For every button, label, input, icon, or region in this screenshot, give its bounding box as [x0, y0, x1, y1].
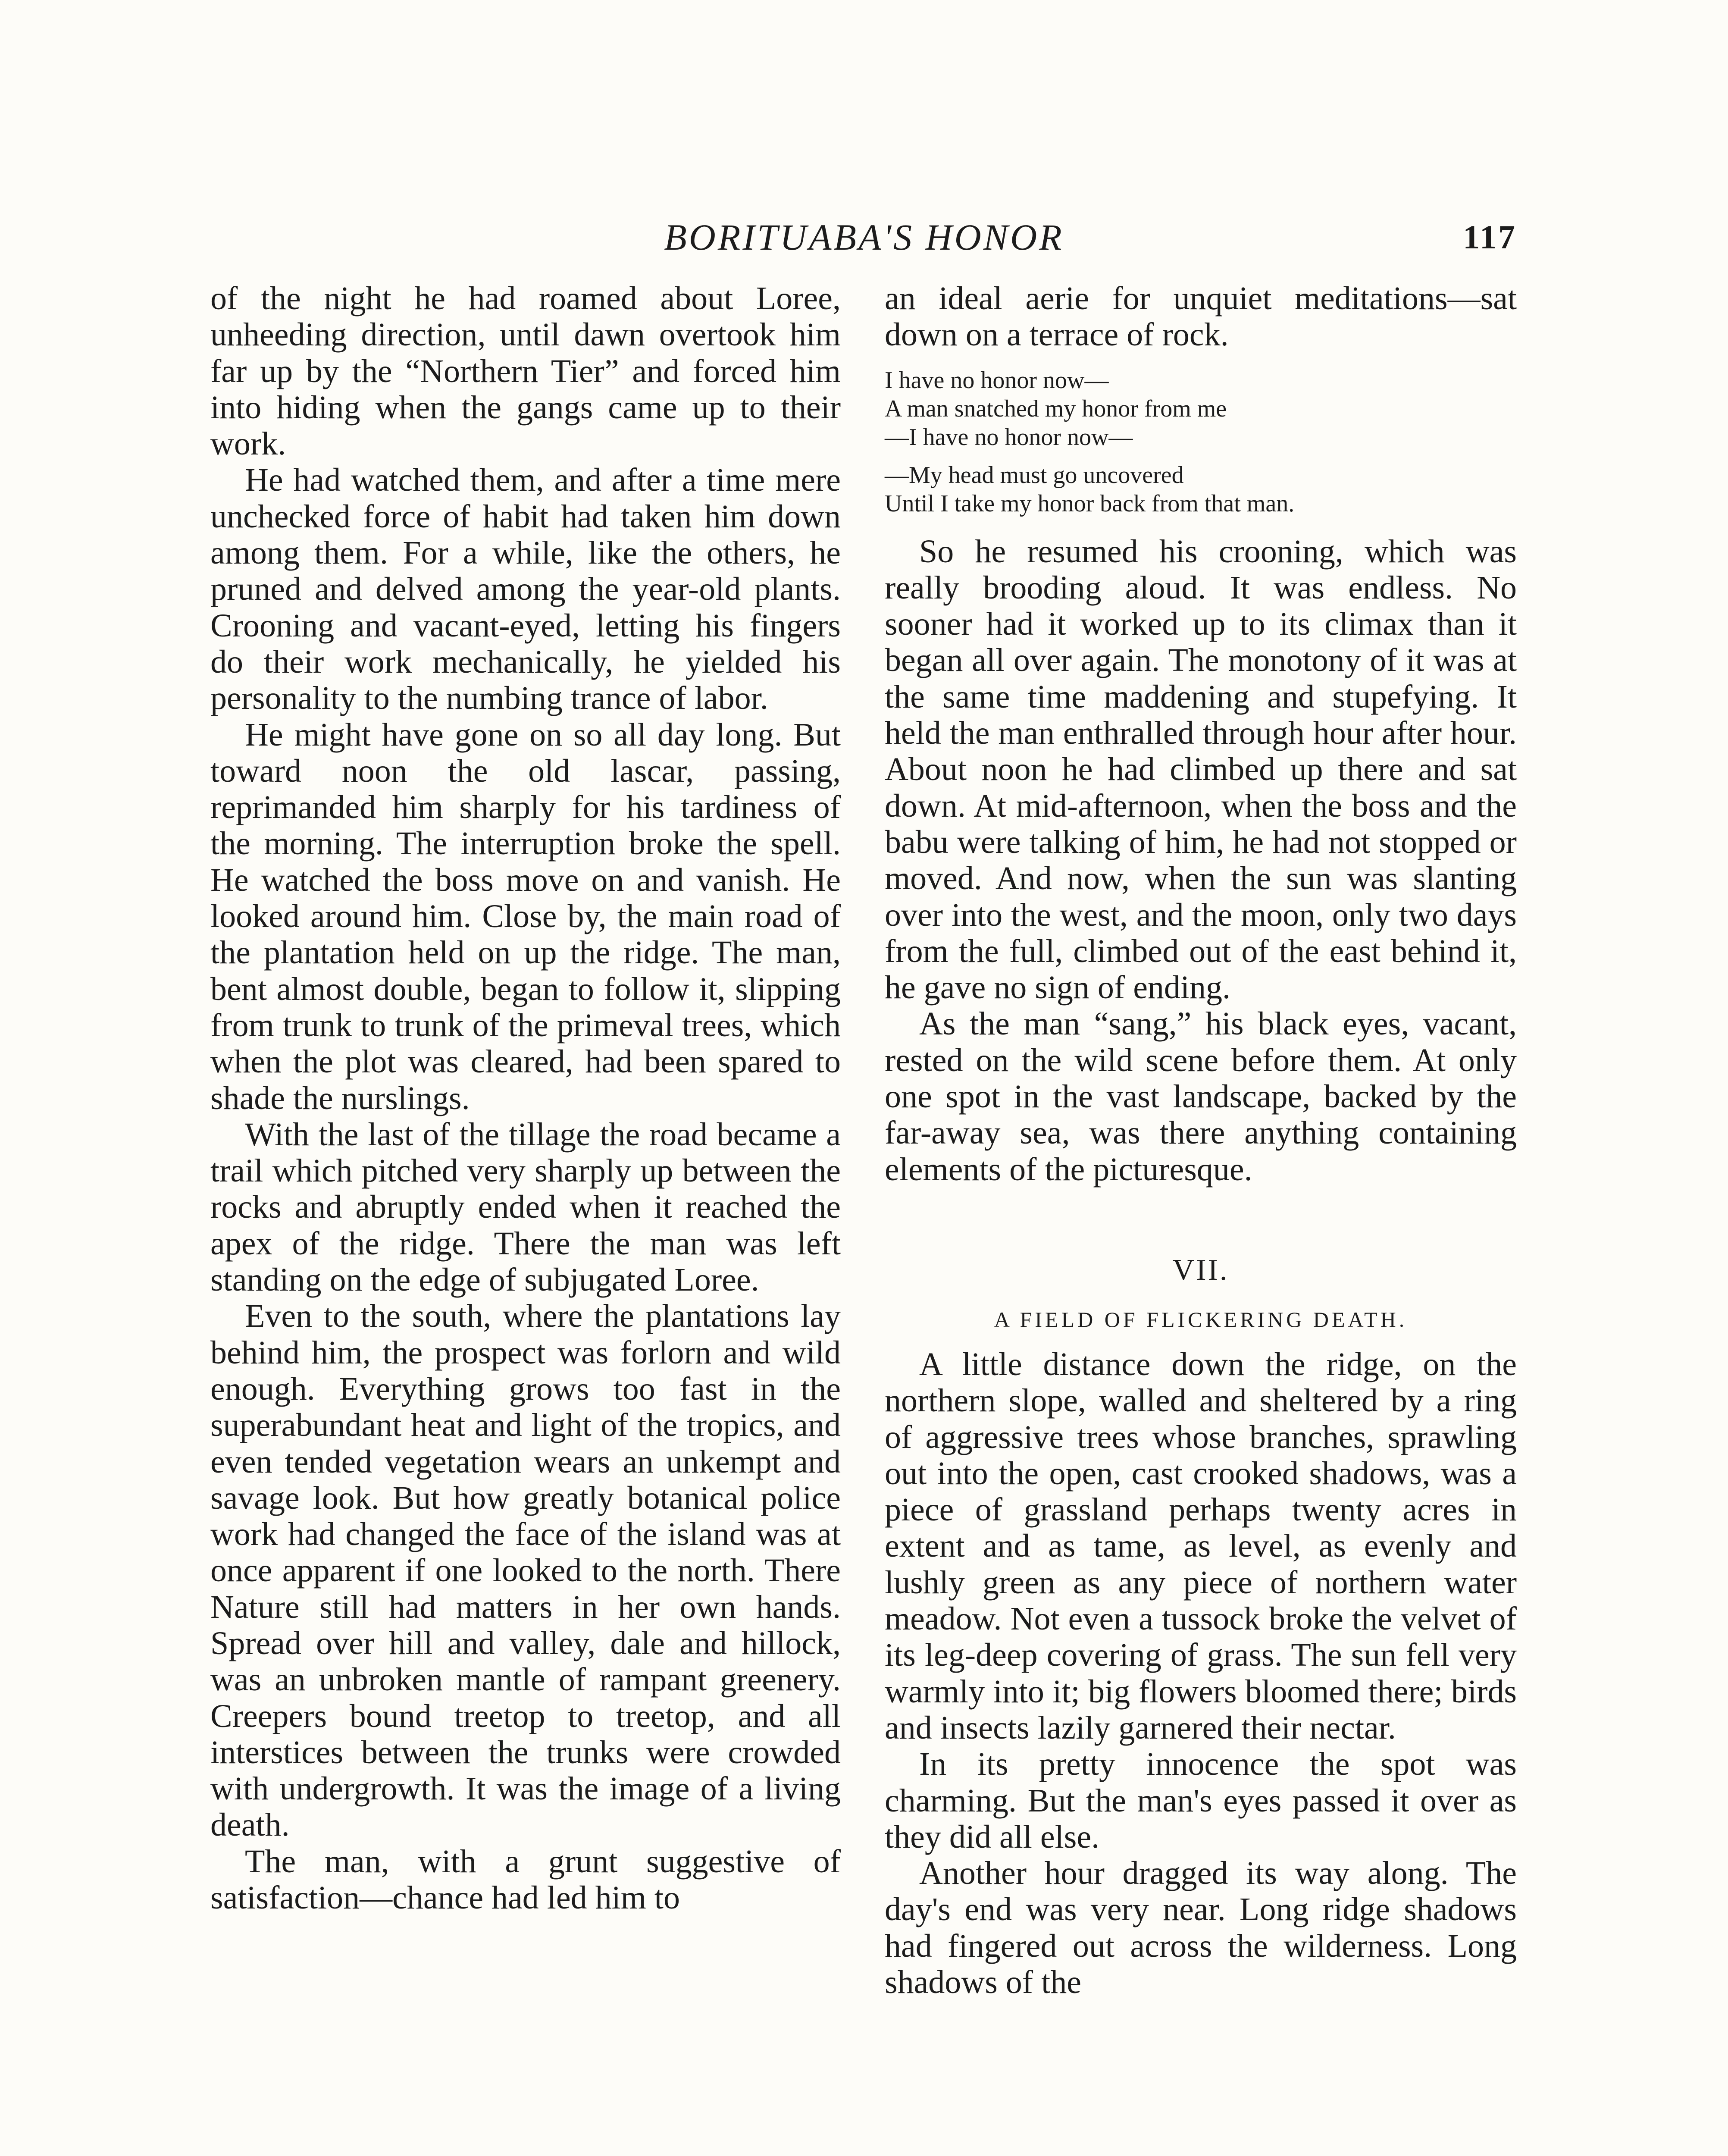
paragraph: He had watched them, and after a time mere unchecked force of habit had taken him down among them. For a while, like the others, he pruned and delved among the year-old plants. Crooning and vacant-eyed, letting his fingers do their work mechanically, he yielded his personality to the numbing trance of labor. — [210, 462, 841, 717]
verse-line: A man snatched my honor from me — [885, 395, 1227, 422]
paragraph: The man, with a grunt suggestive of satisfaction—chance had led him to — [210, 1843, 841, 1916]
paragraph: Even to the south, where the plantations lay behind him, the prospect was forlorn and wild enough. Everything grows too fast in the superabundant heat and light of the tropics, and even tended vegetation wears an unkempt and savage look. But how greatly botanical police work had changed the face of the island was at once apparent if one looked to the north. There Nature still had matters in her own hands. Spread over hill and valley, dale and hillock, was an unbroken mantle of rampant greenery. Creepers bound treetop to treetop, and all interstices between the trunks were crowded with undergrowth. It was the image of a living death. — [210, 1298, 841, 1843]
running-head: BORITUABA'S HONOR — [664, 216, 1064, 258]
page-number: 117 — [1463, 218, 1517, 256]
verse-line: Until I take my honor back from that man. — [885, 490, 1295, 517]
verse-line: —My head must go uncovered — [885, 461, 1184, 489]
paragraph: In its pretty innocence the spot was charming. But the man's eyes passed it over as they did all else. — [885, 1746, 1517, 1855]
right-column — [885, 280, 1517, 2000]
paragraph: of the night he had roamed about Loree, unheeding direction, until dawn overtook him far up by the “Northern Tier” and forced him into hiding when the gangs came up to their work. — [210, 280, 841, 462]
paragraph: So he resumed his crooning, which was really brooding aloud. It was endless. No sooner had it worked up to its climax than it began all over again. The monotony of it was at the same time maddening and stupefying. It held the man enthralled through hour after hour. About noon he had climbed up there and sat down. At mid-afternoon, when the boss and the babu were talking of him, he had not stopped or moved. And now, when the sun was slanting over into the west, and the moon, only two days from the full, climbed out of the east behind it, he gave no sign of ending. — [885, 533, 1517, 1006]
paragraph: A little distance down the ridge, on the northern slope, walled and sheltered by a ring of aggressive trees whose branches, sprawling out into the open, cast crooked shadows, was a piece of grassland perhaps twenty acres in extent and as tame, as level, as evenly and lushly green as any piece of northern water meadow. Not even a tussock broke the velvet of its leg-deep covering of grass. The sun fell very warmly into it; big flowers bloomed there; birds and insects lazily garnered their nectar. — [885, 1346, 1517, 1746]
paragraph: He might have gone on so all day long. But toward noon the old lascar, passing, reprimanded him sharply for his tardiness of the morning. The interruption broke the spell. He watched the boss move on and vanish. He looked around him. Close by, the main road of the plantation held on up the ridge. The man, bent almost double, began to follow it, slipping from trunk to trunk of the primeval trees, which when the plot was cleared, had been spared to shade the nurslings. — [210, 716, 841, 1116]
paragraph: With the last of the tillage the road became a trail which pitched very sharply up between the rocks and abruptly ended when it reached the apex of the ridge. There the man was left standing on the edge of subjugated Loree. — [210, 1116, 841, 1298]
verse-line: I have no honor now— — [885, 367, 1109, 394]
song-verse — [885, 366, 1517, 518]
section-number: VII. — [1172, 1253, 1229, 1287]
paragraph: Another hour dragged its way along. The day's end was very near. Long ridge shadows had fingered out across the wilderness. Long shadows of the — [885, 1855, 1517, 2000]
section-title: A FIELD OF FLICKERING DEATH. — [994, 1307, 1408, 1332]
paragraph: an ideal aerie for unquiet meditations—sat down on a terrace of rock. — [885, 280, 1517, 353]
paragraph: As the man “sang,” his black eyes, vacant, rested on the wild scene before them. At only one spot in the vast landscape, backed by the far-away sea, was there anything containing elements of the picturesque. — [885, 1006, 1517, 1188]
left-column — [210, 280, 841, 1916]
page-header — [211, 211, 1517, 263]
verse-line: —I have no honor now— — [885, 423, 1133, 451]
